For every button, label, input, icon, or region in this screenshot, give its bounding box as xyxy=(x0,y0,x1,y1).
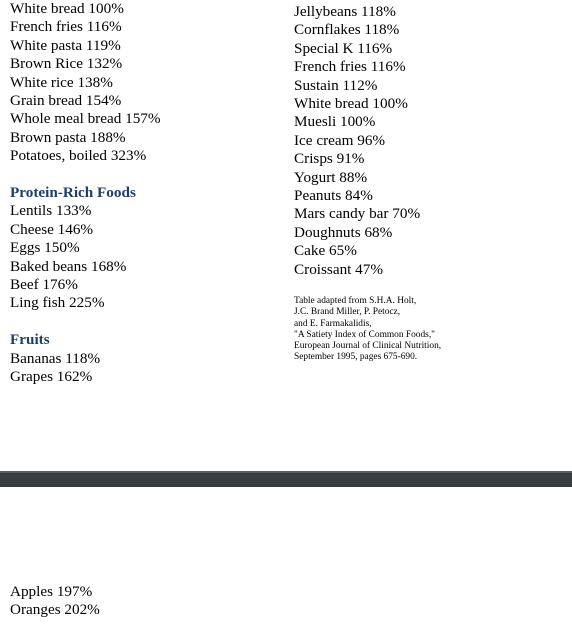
food-item-croissant: Croissant 47% xyxy=(294,260,384,278)
citation-line: September 1995, pages 675-690. xyxy=(294,352,418,363)
citation-line: "A Satiety Index of Common Foods," xyxy=(294,329,435,340)
food-item-beef: Beef 176% xyxy=(10,276,78,294)
right-column xyxy=(294,3,564,279)
food-item-grain-bread: Grain bread 154% xyxy=(10,92,122,110)
food-item-muesli: Muesli 100% xyxy=(294,113,376,131)
citation-line: Table adapted from S.H.A. Holt, xyxy=(294,296,417,306)
food-item-baked-beans: Baked beans 168% xyxy=(10,257,127,275)
food-item-brown-rice: Brown Rice 132% xyxy=(10,55,123,73)
food-item-ling-fish: Ling fish 225% xyxy=(10,294,105,312)
section-gap xyxy=(10,166,280,184)
food-item-cake: Cake 65% xyxy=(294,242,357,260)
food-item-brown-pasta: Brown pasta 188% xyxy=(10,128,126,146)
citation-line: and E. Farmakalidis, xyxy=(294,318,372,329)
citation-line: J.C. Brand Miller, P. Petocz, xyxy=(294,307,401,318)
food-item-white-bread: White bread 100% xyxy=(10,0,124,17)
page-separator-edge xyxy=(0,471,572,473)
food-item-oranges: Oranges 202% xyxy=(10,601,100,619)
left-column-continued xyxy=(10,583,280,620)
food-item-sustain: Sustain 112% xyxy=(294,76,378,94)
food-item-white-rice: White rice 138% xyxy=(10,73,113,91)
food-item-peanuts: Peanuts 84% xyxy=(294,187,373,205)
food-item-apples: Apples 197% xyxy=(10,583,93,600)
citation-line: European Journal of Clinical Nutrition, xyxy=(294,341,442,352)
food-item-special-k: Special K 116% xyxy=(294,39,393,57)
citation-note xyxy=(294,296,564,364)
food-item-ice-cream: Ice cream 96% xyxy=(294,131,386,149)
food-item-cheese: Cheese 146% xyxy=(10,220,94,238)
food-item-french-fries: French fries 116% xyxy=(10,18,122,36)
page-separator xyxy=(0,471,572,487)
food-item-whole-meal-bread: Whole meal bread 157% xyxy=(10,110,161,128)
food-item-cornflakes: Cornflakes 118% xyxy=(294,21,400,39)
food-item-mars-candy-bar: Mars candy bar 70% xyxy=(294,205,421,223)
food-item-crisps: Crisps 91% xyxy=(294,150,365,168)
food-item-eggs: Eggs 150% xyxy=(10,239,80,257)
section-heading-protein: Protein-Rich Foods xyxy=(10,184,136,202)
food-item-bananas: Bananas 118% xyxy=(10,349,101,367)
food-item-lentils: Lentils 133% xyxy=(10,202,92,220)
food-item-white-pasta: White pasta 119% xyxy=(10,36,121,54)
food-item-white-bread: White bread 100% xyxy=(294,95,408,113)
document-page-2 xyxy=(0,487,572,633)
left-column xyxy=(10,0,280,387)
food-item-grapes: Grapes 162% xyxy=(10,368,93,386)
section-gap xyxy=(10,313,280,331)
section-heading-fruits: Fruits xyxy=(10,331,50,349)
food-item-potatoes-boiled: Potatoes, boiled 323% xyxy=(10,147,147,165)
food-item-yogurt: Yogurt 88% xyxy=(294,168,368,186)
food-item-french-fries: French fries 116% xyxy=(294,58,406,76)
food-item-jellybeans: Jellybeans 118% xyxy=(294,3,396,20)
food-item-doughnuts: Doughnuts 68% xyxy=(294,223,393,241)
